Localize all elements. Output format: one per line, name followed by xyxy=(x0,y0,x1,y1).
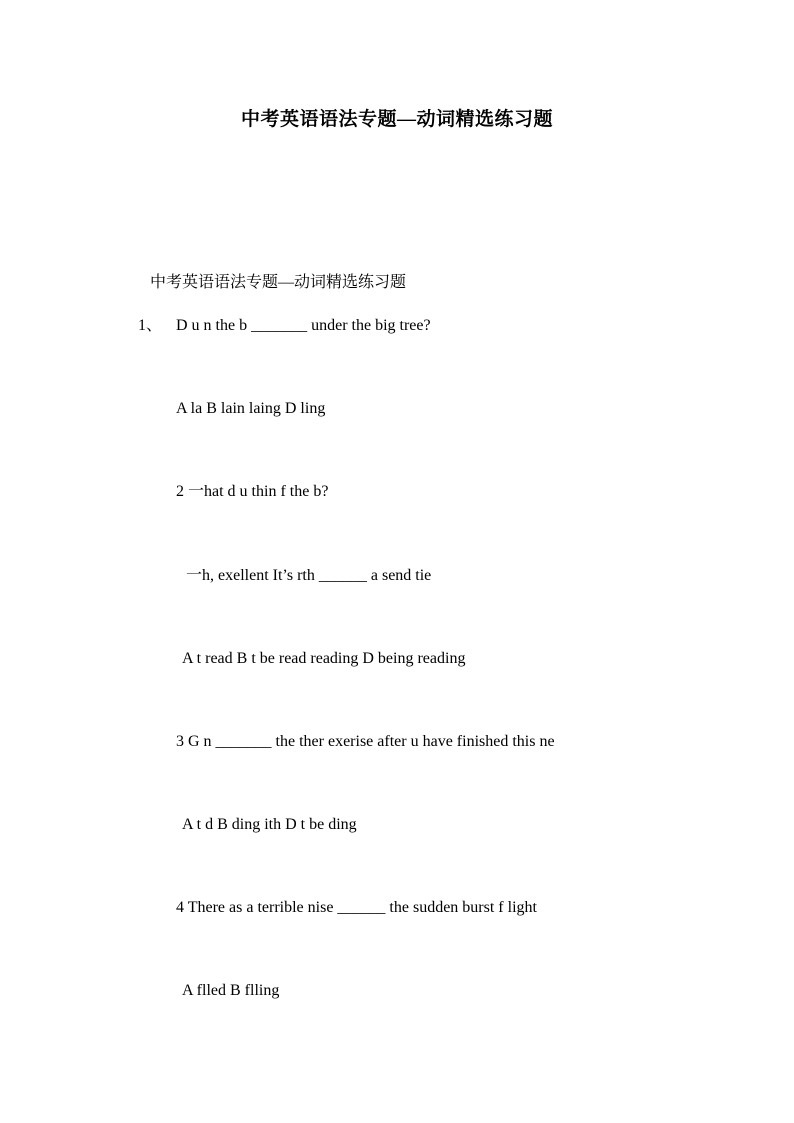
document-title: 中考英语语法专题—动词精选练习题 xyxy=(240,109,553,130)
question-2-text: 2 一hat d u thin f the b? xyxy=(176,483,329,500)
question-4-text: 4 There as a terrible nise ______ the sudden burst f light xyxy=(176,899,537,916)
question-4-options: A flled B flling xyxy=(182,982,280,999)
question-3-options: A t d B ding ith D t be ding xyxy=(182,816,357,833)
question-1-number: 1、 xyxy=(138,317,163,334)
question-1-text: D u n the b _______ under the big tree? xyxy=(176,317,431,334)
question-1-options: A la B lain laing D ling xyxy=(176,400,326,417)
question-2-options: A t read B t be read reading D being reading xyxy=(182,650,466,667)
document-subtitle: 中考英语语法专题—动词精选练习题 xyxy=(150,274,407,291)
question-2-reply: 一h, exellent It’s rth ______ a send tie xyxy=(186,567,432,584)
question-3-text: 3 G n _______ the ther exerise after u have finished this ne xyxy=(176,733,555,750)
